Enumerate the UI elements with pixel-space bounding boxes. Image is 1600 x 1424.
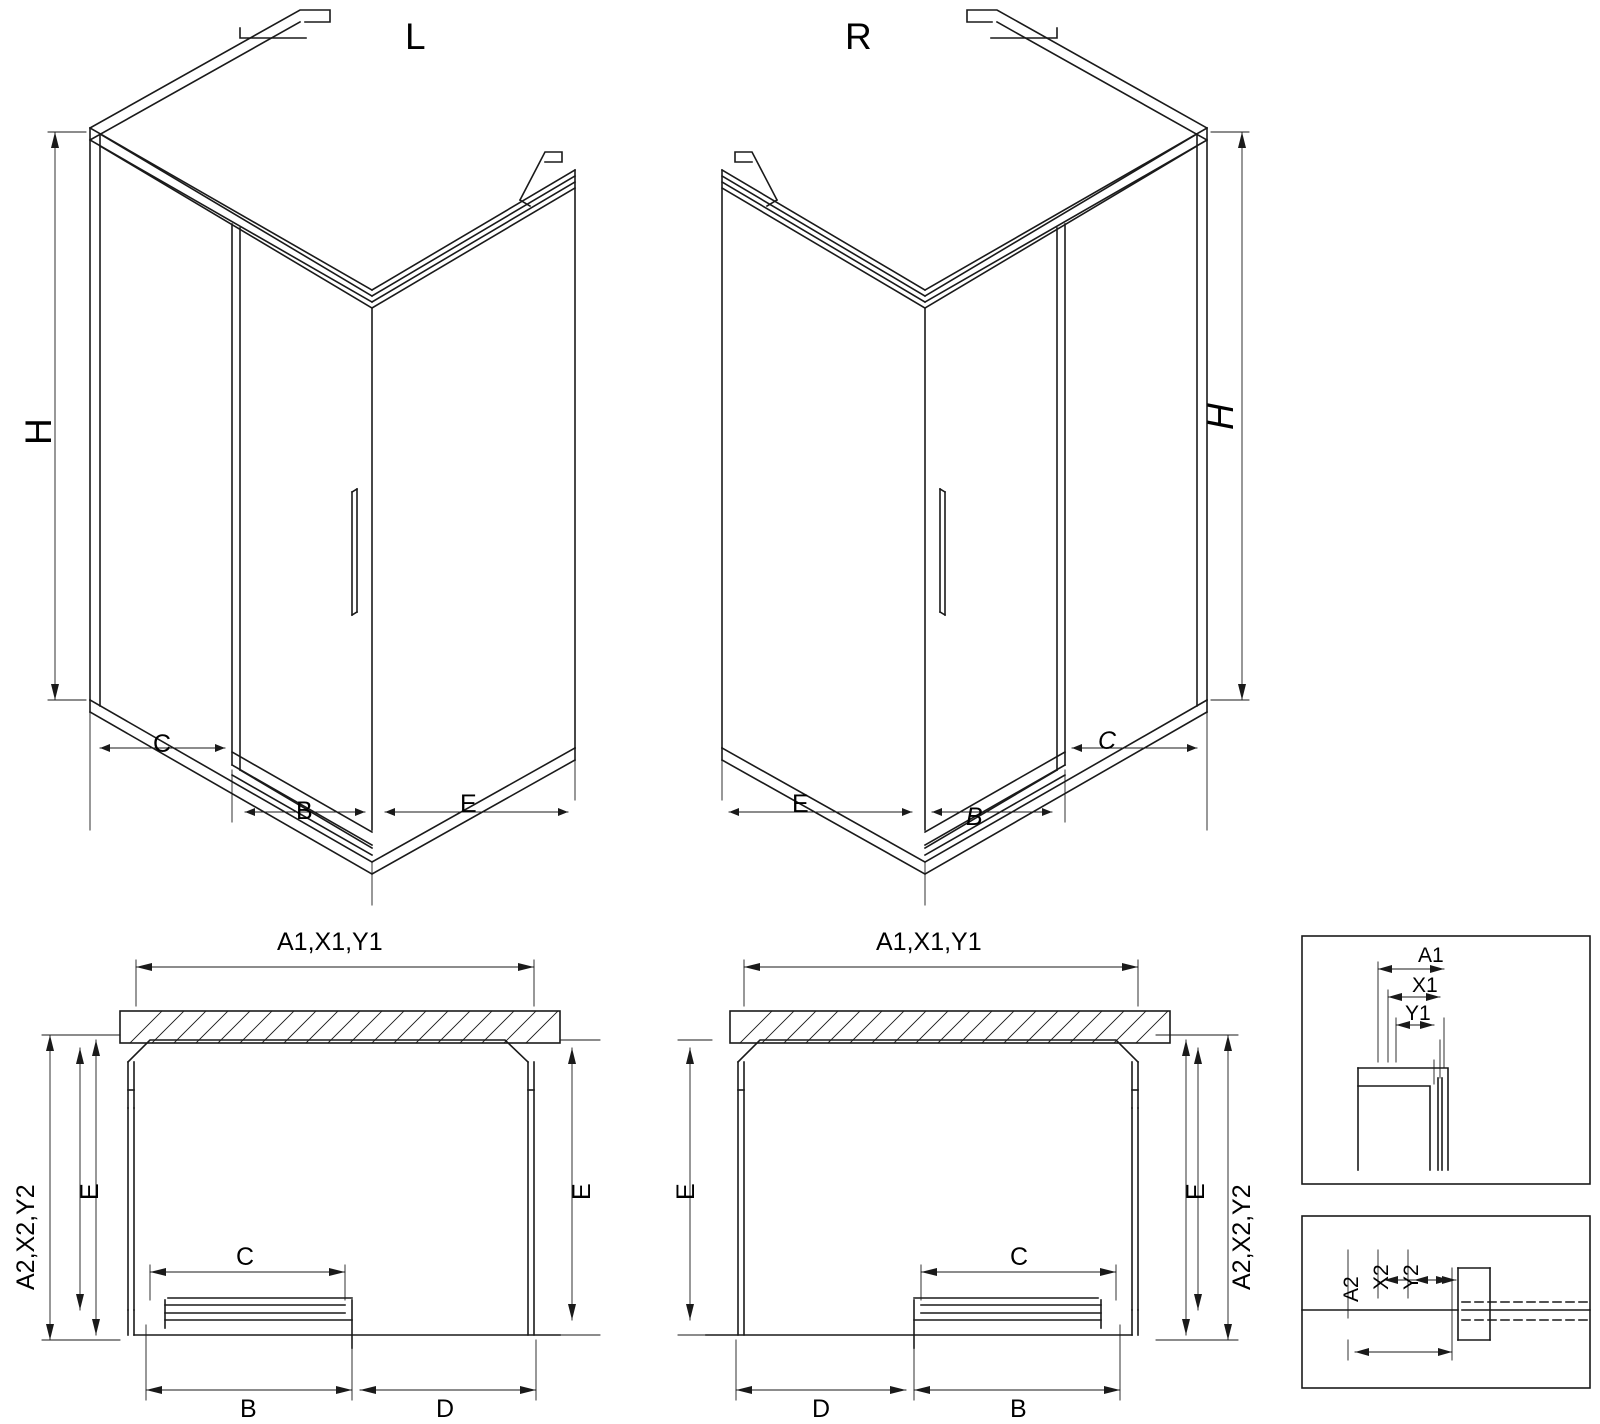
detail-top-dim-y1: Y1 [1405, 1002, 1431, 1025]
iso-left-view [48, 10, 575, 905]
detail-top-dim-x1: X1 [1412, 974, 1438, 997]
plan-right-top-dim: A1,X1,Y1 [876, 928, 982, 956]
iso-left-height-label: H [18, 418, 59, 445]
plan-right-dim-d: D [812, 1395, 831, 1423]
plan-left-view [42, 960, 600, 1400]
plan-left-top-dim: A1,X1,Y1 [277, 928, 383, 956]
plan-left-dim-c: C [236, 1243, 255, 1271]
detail-top-dim-a1: A1 [1418, 944, 1444, 967]
detail-bottom-dim-y2: Y2 [1400, 1264, 1423, 1290]
detail-bottom-view [1302, 1216, 1590, 1388]
plan-left-dim-b: B [240, 1395, 257, 1423]
iso-right-view [722, 10, 1249, 905]
iso-left-dim-c: C [153, 730, 172, 758]
iso-left-dim-b: B [296, 797, 313, 825]
iso-right-dim-c: C [1098, 727, 1117, 755]
iso-right-dim-e: E [792, 790, 809, 818]
plan-right-inner-dim-e: E [1182, 1183, 1210, 1200]
plan-right-outer-dim: A2,X2,Y2 [1228, 1184, 1256, 1290]
iso-left-variant-label: L [405, 16, 426, 57]
plan-right-dim-b: B [1010, 1395, 1027, 1423]
plan-left-inner-dim-e: E [76, 1183, 104, 1200]
plan-left-dim-d: D [436, 1395, 455, 1423]
plan-left-outer-dim: A2,X2,Y2 [12, 1184, 40, 1290]
plan-right-left-dim-e: E [672, 1183, 700, 1200]
iso-right-variant-label: R [845, 16, 872, 57]
detail-bottom-dim-a2: A2 [1340, 1276, 1363, 1302]
detail-top-view [1302, 936, 1590, 1184]
plan-right-dim-c: C [1010, 1243, 1029, 1271]
iso-right-height-label: H [1200, 403, 1241, 430]
detail-bottom-dim-x2: X2 [1370, 1264, 1393, 1290]
iso-right-dim-b: B [966, 803, 983, 831]
iso-left-dim-e: E [460, 790, 477, 818]
plan-left-right-dim-e: E [568, 1183, 596, 1200]
plan-right-view [678, 960, 1238, 1400]
